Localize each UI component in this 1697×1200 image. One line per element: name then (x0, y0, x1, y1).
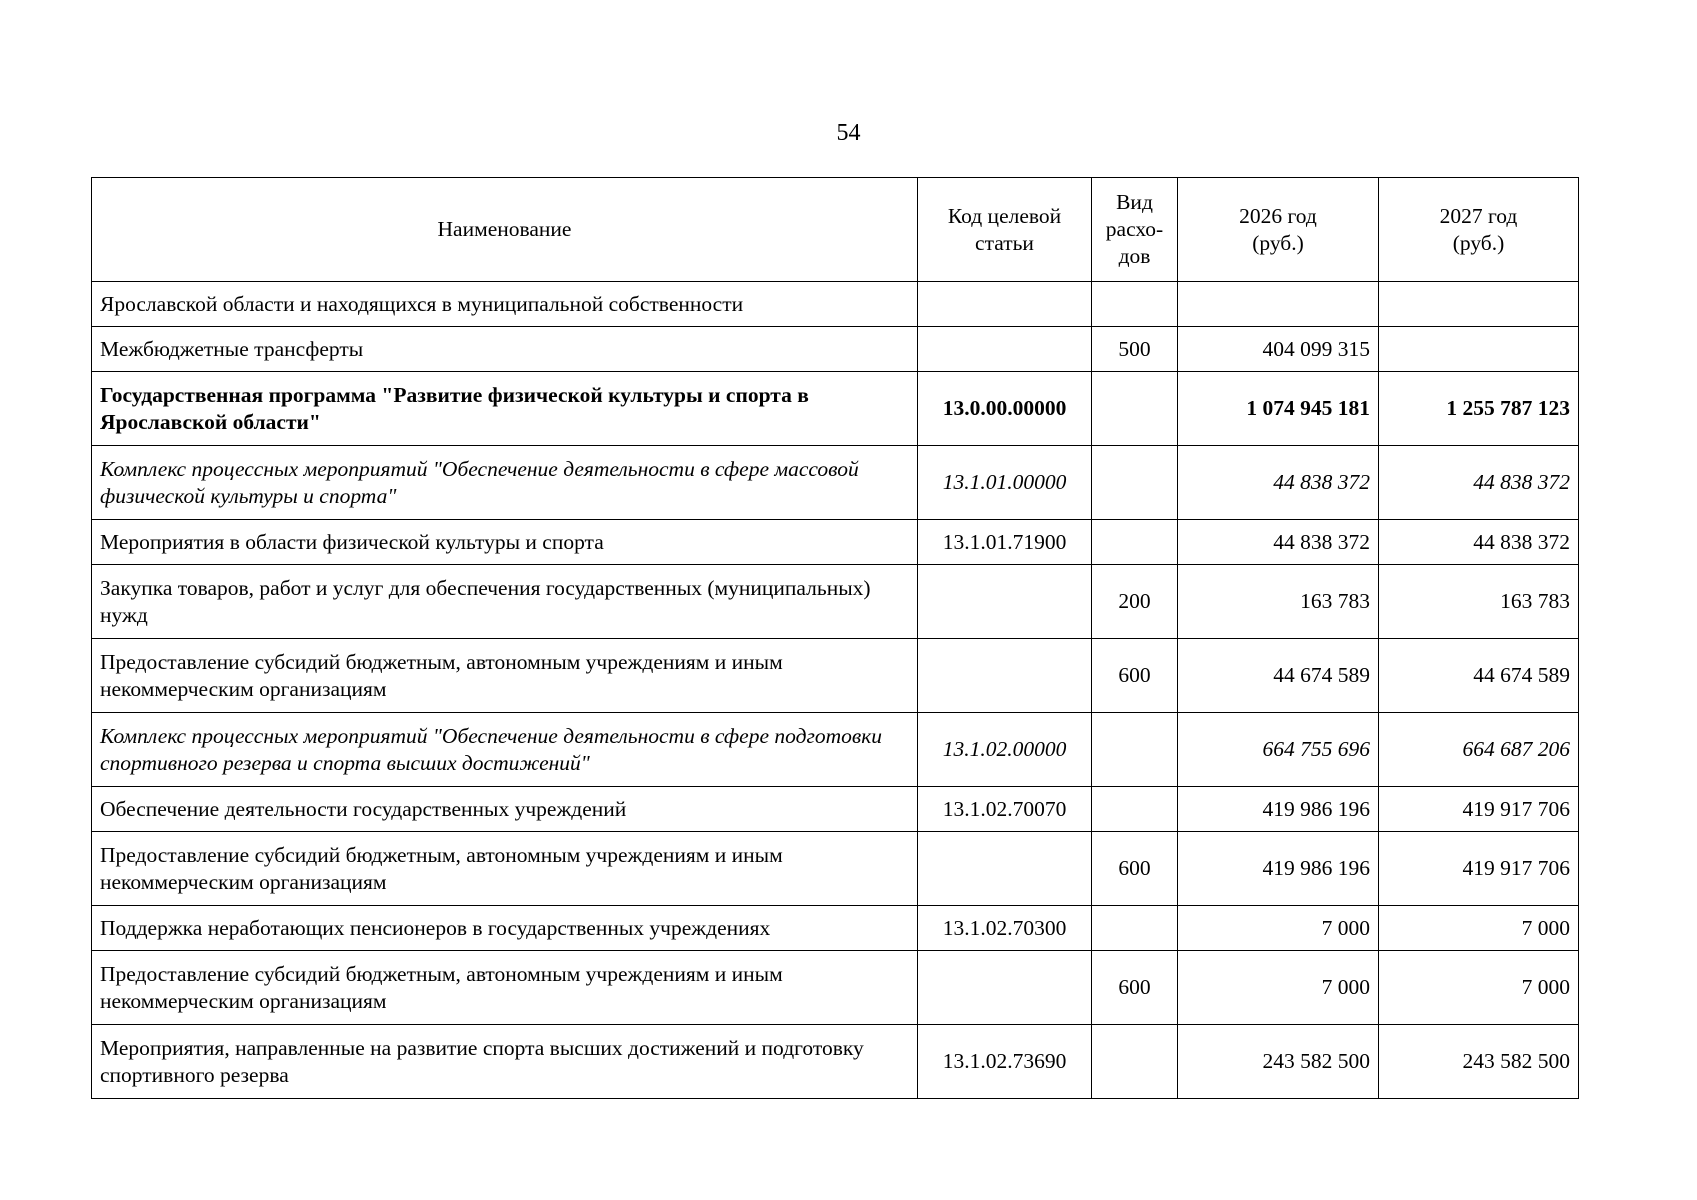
table-header-row (92, 178, 1579, 282)
table-row (92, 327, 1579, 372)
cell-2027: 7 000 (1379, 951, 1579, 1025)
cell-name: Предоставление субсидий бюджетным, автономным учреждениям и иным некоммерческим организациям (92, 639, 918, 713)
cell-code (918, 639, 1092, 713)
cell-2026: 664 755 696 (1178, 713, 1379, 787)
cell-2026: 419 986 196 (1178, 787, 1379, 832)
cell-name: Комплекс процессных мероприятий "Обеспечение деятельности в сфере массовой физической культуры и спорта" (92, 446, 918, 520)
cell-2026: 419 986 196 (1178, 832, 1379, 906)
table-row (92, 832, 1579, 906)
cell-2027: 664 687 206 (1379, 713, 1579, 787)
table-row (92, 520, 1579, 565)
header-2026: 2026 год (руб.) (1178, 178, 1379, 282)
cell-kind: 600 (1092, 639, 1178, 713)
cell-code (918, 327, 1092, 372)
cell-name: Ярославской области и находящихся в муниципальной собственности (92, 282, 918, 327)
header-name: Наименование (92, 178, 918, 282)
cell-2027: 1 255 787 123 (1379, 372, 1579, 446)
table-row (92, 906, 1579, 951)
table-row (92, 1025, 1579, 1099)
page-number: 54 (836, 120, 861, 146)
cell-kind (1092, 520, 1178, 565)
cell-kind (1092, 713, 1178, 787)
cell-2027: 419 917 706 (1379, 832, 1579, 906)
cell-name: Предоставление субсидий бюджетным, автономным учреждениям и иным некоммерческим организациям (92, 832, 918, 906)
cell-code: 13.1.02.70070 (918, 787, 1092, 832)
table-row (92, 565, 1579, 639)
table-row-complex (92, 446, 1579, 520)
header-kind: Вид расхо- дов (1092, 178, 1178, 282)
cell-2026: 404 099 315 (1178, 327, 1379, 372)
cell-name: Государственная программа "Развитие физической культуры и спорта в Ярославской области" (92, 372, 918, 446)
cell-2027: 44 674 589 (1379, 639, 1579, 713)
cell-2026: 44 838 372 (1178, 520, 1379, 565)
table-row-program (92, 372, 1579, 446)
cell-code (918, 832, 1092, 906)
cell-code: 13.1.02.00000 (918, 713, 1092, 787)
cell-name: Мероприятия в области физической культуры и спорта (92, 520, 918, 565)
table-row (92, 639, 1579, 713)
table-row (92, 951, 1579, 1025)
cell-2027: 163 783 (1379, 565, 1579, 639)
table-row (92, 787, 1579, 832)
cell-code (918, 282, 1092, 327)
cell-kind (1092, 906, 1178, 951)
cell-2027 (1379, 282, 1579, 327)
cell-name: Предоставление субсидий бюджетным, автономным учреждениям и иным некоммерческим организациям (92, 951, 918, 1025)
cell-2026: 7 000 (1178, 906, 1379, 951)
cell-kind (1092, 282, 1178, 327)
header-code: Код целевой статьи (918, 178, 1092, 282)
cell-2026 (1178, 282, 1379, 327)
budget-table (91, 177, 1579, 1099)
cell-2027: 44 838 372 (1379, 446, 1579, 520)
cell-2026: 1 074 945 181 (1178, 372, 1379, 446)
cell-2026: 44 674 589 (1178, 639, 1379, 713)
cell-2026: 243 582 500 (1178, 1025, 1379, 1099)
cell-code: 13.1.02.73690 (918, 1025, 1092, 1099)
cell-2027: 44 838 372 (1379, 520, 1579, 565)
cell-2027: 419 917 706 (1379, 787, 1579, 832)
cell-2026: 44 838 372 (1178, 446, 1379, 520)
cell-kind (1092, 787, 1178, 832)
cell-code: 13.0.00.00000 (918, 372, 1092, 446)
cell-kind (1092, 446, 1178, 520)
cell-name: Комплекс процессных мероприятий "Обеспечение деятельности в сфере подготовки спортивного резерва и спорта высших достижений" (92, 713, 918, 787)
cell-code: 13.1.02.70300 (918, 906, 1092, 951)
cell-name: Обеспечение деятельности государственных учреждений (92, 787, 918, 832)
cell-code: 13.1.01.00000 (918, 446, 1092, 520)
cell-code (918, 951, 1092, 1025)
header-2027: 2027 год (руб.) (1379, 178, 1579, 282)
cell-code: 13.1.01.71900 (918, 520, 1092, 565)
cell-2027: 7 000 (1379, 906, 1579, 951)
cell-kind: 200 (1092, 565, 1178, 639)
cell-2027: 243 582 500 (1379, 1025, 1579, 1099)
cell-name: Мероприятия, направленные на развитие спорта высших достижений и подготовку спортивного резерва (92, 1025, 918, 1099)
table-row (92, 282, 1579, 327)
cell-kind: 600 (1092, 832, 1178, 906)
cell-kind: 500 (1092, 327, 1178, 372)
cell-code (918, 565, 1092, 639)
cell-name: Поддержка неработающих пенсионеров в государственных учреждениях (92, 906, 918, 951)
cell-2026: 163 783 (1178, 565, 1379, 639)
cell-name: Межбюджетные трансферты (92, 327, 918, 372)
table-row-complex (92, 713, 1579, 787)
cell-2026: 7 000 (1178, 951, 1379, 1025)
cell-kind: 600 (1092, 951, 1178, 1025)
cell-2027 (1379, 327, 1579, 372)
cell-name: Закупка товаров, работ и услуг для обеспечения государственных (муниципальных) нужд (92, 565, 918, 639)
cell-kind (1092, 372, 1178, 446)
cell-kind (1092, 1025, 1178, 1099)
